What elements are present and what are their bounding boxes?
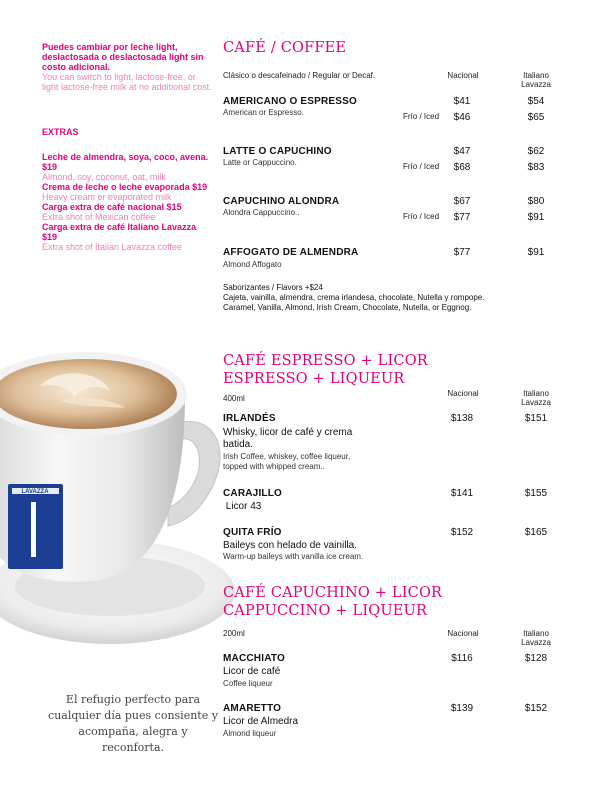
price-italiano: $155 [524, 488, 548, 499]
price-nacional: $141 [450, 488, 474, 499]
extra-item-es: Carga extra de café nacional $15 [42, 202, 182, 212]
iced-label: Frío / Iced [403, 162, 440, 171]
price-nacional: $41 [453, 96, 471, 107]
price-italiano-iced: $83 [527, 162, 545, 173]
extras-list [42, 152, 212, 252]
iced-label: Frío / Iced [403, 112, 440, 121]
menu-item-en: topped with whipped cream.. [223, 462, 325, 471]
menu-item-name: MACCHIATO [223, 653, 285, 664]
price-italiano: $91 [527, 247, 545, 258]
menu-item-desc: batida. [223, 439, 254, 450]
extra-item-en: Almond, soy, coconut, oat, milk [42, 172, 166, 182]
menu-item-en: Coffee liqueur [223, 679, 273, 688]
menu-item-name: CARAJILLO [223, 488, 283, 499]
menu-item-desc: Whisky, licor de café y crema [223, 427, 353, 438]
col-header-nacional: Nacional [447, 71, 479, 80]
price-nacional: $139 [450, 703, 474, 714]
price-italiano: $128 [524, 653, 548, 664]
price-italiano: $151 [524, 413, 548, 424]
col-header-italiano: Italiano [523, 71, 549, 80]
extra-item-en: Extra shot of Italian Lavazza coffee [42, 242, 182, 252]
iced-label: Frío / Iced [403, 212, 440, 221]
menu-item-desc: Licor 43 [223, 501, 262, 512]
price-nacional: $116 [451, 653, 473, 664]
section-title-coffee: CAFÉ / COFFEE [223, 40, 347, 56]
lavazza-cup-image [0, 336, 235, 651]
price-italiano-iced: $65 [527, 112, 545, 123]
size-label: 400ml [223, 394, 245, 403]
menu-item-sub: Alondra Cappuccino.. [223, 208, 300, 217]
col-header-italiano: Italiano [523, 629, 549, 638]
milk-options [42, 42, 212, 92]
section-title-cappuccino-liqueur [223, 584, 442, 620]
extras-title: EXTRAS [42, 127, 79, 137]
extra-item-es: Crema de leche o leche evaporada $19 [42, 182, 208, 192]
menu-item-name: QUITA FRÍO [223, 527, 282, 538]
menu-item-desc: Licor de Almedra [223, 716, 299, 727]
menu-item-name: AMERICANO O ESPRESSO [223, 96, 358, 107]
col-header-italiano: Italiano [523, 389, 549, 398]
menu-item-en: Irish Coffee, whiskey, coffee liqueur, [223, 452, 351, 461]
milk-option-en: You can switch to light, lactose-free, or light lactose-free milk at no additional cost. [42, 72, 212, 92]
price-nacional: $67 [453, 196, 471, 207]
col-header-lavazza: Lavazza [521, 398, 551, 407]
price-nacional: $138 [450, 413, 474, 424]
menu-item-en: Warm-up baileys with vanilla ice cream. [223, 552, 364, 561]
section-title-en: ESPRESSO + LIQUEUR [223, 371, 405, 387]
flavors-title: Saborizantes / Flavors +$24 [223, 283, 323, 292]
price-italiano: $165 [524, 527, 548, 538]
menu-item-desc: Licor de café [223, 666, 281, 677]
extra-item-es: Carga extra de café Italiano Lavazza $19 [42, 222, 197, 242]
section-title-es: CAFÉ ESPRESSO + LICOR [223, 353, 428, 369]
extra-item-en: Heavy cream or evaporated milk [42, 192, 172, 202]
coffee-cup-icon [0, 336, 235, 651]
tagline: El refugio perfecto para cualquier día pues consiente y acompaña, alegra y reconforta. [48, 693, 218, 754]
price-nacional-iced: $77 [453, 212, 471, 223]
flavors-es: Cajeta, vainilla, almendra, crema irlandesa, chocolate, Nutella y rompope. [223, 293, 485, 302]
extra-item-es: Leche de almendra, soya, coco, avena. $19 [42, 152, 209, 172]
menu-item-name: CAPUCHINO ALONDRA [223, 196, 340, 207]
price-nacional: $152 [450, 527, 474, 538]
menu-item-name: IRLANDÉS [223, 413, 276, 424]
svg-text:LAVAZZA: LAVAZZA [21, 489, 49, 495]
price-nacional: $47 [453, 146, 471, 157]
price-italiano: $62 [527, 146, 545, 157]
price-italiano: $80 [527, 196, 545, 207]
section-title-espresso-liqueur [223, 352, 428, 388]
col-header-nacional: Nacional [447, 629, 479, 638]
price-nacional-iced: $68 [453, 162, 471, 173]
price-nacional: $77 [453, 247, 471, 258]
price-italiano-iced: $91 [527, 212, 545, 223]
flavors-block [223, 283, 553, 313]
extras-section [42, 127, 212, 137]
extra-item-en: Extra shot of Mexican coffee [42, 212, 156, 222]
col-header-lavazza: Lavazza [521, 638, 551, 647]
price-italiano: $54 [527, 96, 545, 107]
menu-item-sub: Latte or Cappuccino. [223, 158, 297, 167]
price-italiano: $152 [524, 703, 548, 714]
size-label: 200ml [223, 629, 245, 638]
price-nacional-iced: $46 [453, 112, 471, 123]
col-header-nacional: Nacional [447, 389, 479, 398]
col-header-lavazza: Lavazza [521, 80, 551, 89]
menu-item-name: AFFOGATO DE ALMENDRA [223, 247, 359, 258]
menu-item-en: Almond liqueur [223, 729, 277, 738]
section-title-en: CAPPUCCINO + LIQUEUR [223, 603, 428, 619]
menu-item-sub: Almond Affogato [223, 260, 282, 269]
menu-item-desc: Baileys con helado de vainilla. [223, 540, 357, 551]
menu-item-name: AMARETTO [223, 703, 282, 714]
menu-item-name: LATTE O CAPUCHINO [223, 146, 332, 157]
coffee-subhead: Clásico o descafeinado / Regular or Decaf. [223, 71, 376, 80]
milk-option-es: Puedes cambiar por leche light, deslactosada o deslactosada light sin costo adicional. [42, 42, 204, 72]
section-title-es: CAFÉ CAPUCHINO + LICOR [223, 585, 443, 601]
flavors-en: Caramel, Vanilla, Almond, Irish Cream, Chocolate, Nutella, or Eggnog. [223, 303, 472, 312]
menu-item-sub: American or Espresso. [223, 108, 304, 117]
